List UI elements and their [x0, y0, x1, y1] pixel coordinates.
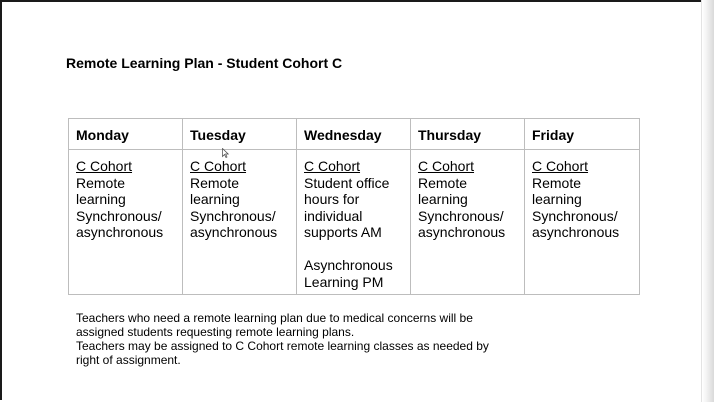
text-cursor-icon [222, 148, 229, 158]
cell-line: asynchronous [532, 224, 620, 240]
cell-line: learning [532, 191, 582, 207]
cell-line: Synchronous/ [532, 207, 618, 224]
cell-line: learning [418, 191, 468, 207]
schedule-table [68, 118, 640, 295]
cell-spacer [304, 241, 403, 258]
cohort-link[interactable]: C Cohort [532, 158, 589, 174]
cell-tuesday [183, 150, 297, 295]
cell-line: individual [304, 207, 363, 224]
cell-line: Synchronous/ [190, 207, 276, 224]
cell-line: learning [76, 191, 126, 207]
notes [76, 311, 496, 367]
schedule-row [69, 150, 640, 295]
cell-line: Student office [304, 174, 390, 191]
cell-line: asynchronous [418, 224, 506, 240]
cell-line: Synchronous/ [76, 207, 162, 224]
cohort-link[interactable]: C Cohort [76, 158, 133, 174]
cell-line: Remote [418, 174, 468, 191]
page-title: Remote Learning Plan - Student Cohort C [66, 55, 343, 71]
cell-line: learning [190, 191, 240, 207]
cohort-link[interactable]: C Cohort [418, 158, 475, 174]
cell-thursday [411, 150, 525, 295]
cohort-link[interactable]: C Cohort [190, 158, 247, 174]
cell-line: asynchronous [76, 224, 164, 240]
cell-line: Synchronous/ [418, 207, 504, 224]
note-medical: Teachers who need a remote learning plan due to medical concerns will be assigned students requesting remote learning plans. [76, 311, 473, 339]
header-friday: Friday [525, 119, 640, 150]
cell-monday [69, 150, 183, 295]
cell-friday [525, 150, 640, 295]
cell-wednesday [297, 150, 411, 295]
note-assignment: Teachers may be assigned to C Cohort remote learning classes as needed by right of assignment. [76, 339, 489, 367]
cell-line: Asynchronous [304, 257, 393, 273]
header-wednesday: Wednesday [297, 119, 411, 150]
cohort-link[interactable]: C Cohort [304, 158, 361, 174]
cell-line: Remote [532, 174, 582, 191]
header-tuesday: Tuesday [183, 119, 297, 150]
header-thursday: Thursday [411, 119, 525, 150]
header-monday: Monday [69, 119, 183, 150]
cell-line: supports AM [304, 224, 382, 240]
cell-line: Remote [76, 174, 126, 191]
cell-line: Learning PM [304, 273, 384, 290]
cell-line: Remote [190, 174, 240, 191]
cell-line: asynchronous [190, 224, 278, 240]
schedule-header-row [69, 119, 640, 150]
cell-line: hours for [304, 191, 360, 207]
scrollbar-track[interactable] [702, 0, 714, 402]
